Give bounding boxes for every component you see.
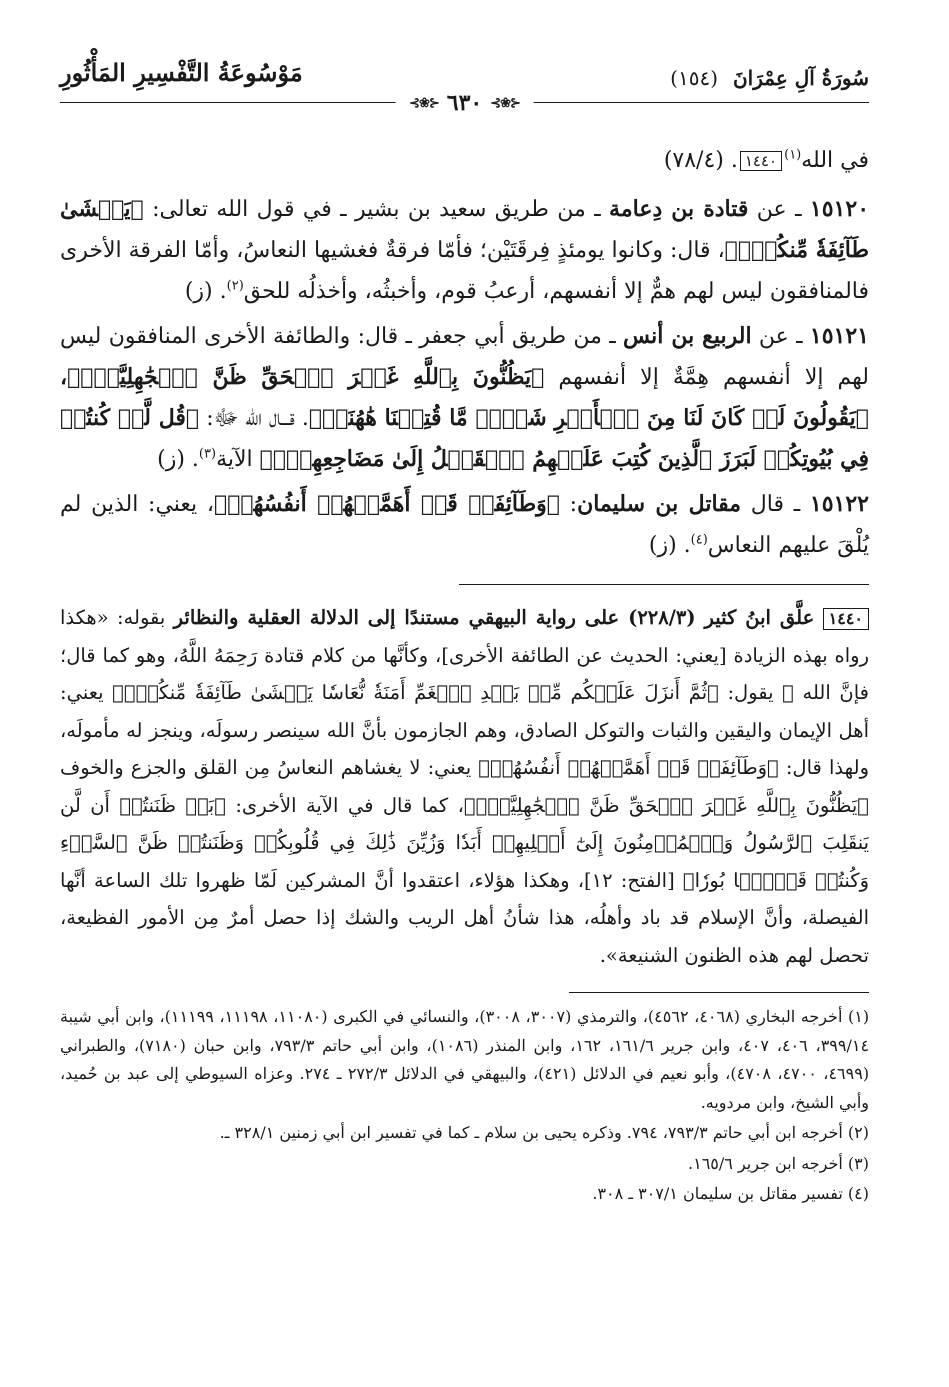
entry-15122 [60,484,869,566]
book-page [60,52,869,1347]
ornament-icon: ⊰❀⊱ [409,95,439,111]
section-divider [459,584,869,585]
surah-heading [670,66,869,90]
quran-quote: ﴿وَطَآئِفَةٞ قَدۡ أَهَمَّتۡهُمۡ أَنفُسُهُمۡ﴾ [214,491,560,517]
commentary-note [60,599,869,974]
narrator-name: قتادة بن دِعامة [609,196,749,222]
entry-number: ١٥١٢١ [809,323,869,349]
page-number-block [395,90,534,116]
entry-text: ـ من طريق أبي جعفر ـ قال: والطائفة الأخرى المنافقون ليس لهم إلا أنفسهم هِمَّةٌ إلا أنفسهم [60,324,869,390]
source-tag: . (ز) [184,279,227,304]
footnote-marker: (٢) [226,278,244,294]
footnote-marker: (٤) [690,532,708,548]
footnote-marker: (١) [784,147,802,163]
book-title: مَوْسُوعَةُ التَّفْسِيرِ المَأْثُورِ [60,58,303,87]
note-title: علَّق ابنُ كثير (٢٢٨/٣) على رواية البيهقي مستندًا إلى الدلالة العقلية والنظائر [173,606,815,629]
intro-tail: . (٧٨/٤) [663,148,738,173]
verse-number: (١٥٤) [670,66,719,90]
entry-text: . قـــال الله ﷻ: [199,406,309,431]
footnote-divider [569,992,869,993]
entry-lead: ـ عن [751,324,803,349]
entry-text: ـ من طريق سعيد بن بشير ـ في قول الله تعالى: [143,197,610,222]
source-tag: . (ز) [157,447,199,472]
main-text [60,140,869,566]
entry-lead: ـ قال [741,492,801,517]
quran-quote: ﴿يَغۡشَىٰ طَآئِفَةٗ مِّنكُمۡۖ﴾ [60,196,869,263]
footnote-3: (٣) أخرجه ابن جرير ١٦٥/٦. [688,1153,869,1173]
entry-lead: ـ عن [748,197,802,222]
intro-text: في الله [801,148,869,173]
narrator-name: مقاتل بن سليمان [577,491,742,517]
running-header [60,52,869,116]
footnote-2: (٢) أخرجه ابن أبي حاتم ٧٩٣/٣، ٧٩٤. وذكره يحيى بن سلام ـ كما في تفسير ابن أبي زمنين ٣٢٨/١ ـ. [219,1123,869,1142]
entry-15120 [60,189,869,312]
note-body: بقوله: «هكذا رواه بهذه الزيادة [يعني: الحديث عن الطائفة الأخرى]، وكأنَّها من كلام قتادة رَحِمَهُ اللَّهُ، وهو كما قال؛ فإنَّ الله ﷻ يقول: ﴿ثُمَّ أَنزَلَ عَلَيۡكُم مِّنۢ بَعۡدِ ٱلۡغَمِّ أَمَنَةٗ نُّعَاسٗا يَغۡشَىٰ طَآئِفَةٗ مِّنكُمۡۖ﴾ يعني: أهل الإيمان واليقين والثبات والتوكل الصادق، وهم الجازمون بأنَّ الله سينصر رسولَه، وينجز له مأمولَه، ولهذا قال: ﴿وَطَآئِفَةٞ قَدۡ أَهَمَّتۡهُمۡ أَنفُسُهُمۡ﴾ يعني: لا يغشاهم النعاسُ مِن القلق والجزع والخوف ﴿يَظُنُّونَ بِٱللَّهِ غَيۡرَ ٱلۡحَقِّ ظَنَّ ٱلۡجَٰهِلِيَّةِۖ﴾، كما قال في الآية الأخرى: ﴿بَلۡ ظَنَنتُمۡ أَن لَّن يَنقَلِبَ ٱلرَّسُولُ وَٱلۡمُؤۡمِنُونَ إِلَىٰٓ أَهۡلِيهِمۡ أَبَدٗا وَزُيِّنَ ذَٰلِكَ فِي قُلُوبِكُمۡ وَظَنَنتُمۡ ظَنَّ ٱلسَّوۡءِ وَكُنتُمۡ قَوۡمَۢا بُورٗا﴾ [الفتح: ١٢]، وهكذا هؤلاء، اعتقدوا أنَّ المشركين لَمّا ظهروا تلك الساعة أنَّها الفيصلة، وأنَّ الإسلام قد باد وأهلُه، هذا شأنُ أهل الريب والشك إذا حصل أمرٌ مِن الأمور الفظيعة، تحصل لهم هذه الظنون الشنيعة». [60,606,869,967]
note-number-box: ١٤٤٠ [823,608,869,630]
quran-quote: ﴿قُل لَّوۡ كُنتُمۡ فِي بُيُوتِكُمۡ لَبَرَزَ ٱلَّذِينَ كُتِبَ عَلَيۡهِمُ ٱلۡقَتۡلُ إِلَىٰ مَضَاجِعِهِمۡۖ﴾ [60,405,869,472]
footnote-4: (٤) تفسير مقاتل بن سليمان ٣٠٧/١ ـ ٣٠٨. [592,1184,869,1203]
narrator-name: الربيع بن أنس [623,323,752,349]
quran-quote: ﴿يَظُنُّونَ بِٱللَّهِ غَيۡرَ ٱلۡحَقِّ ظَنَّ ٱلۡجَٰهِلِيَّةِۖ﴾، ﴿يَقُولُونَ لَوۡ كَانَ لَنَا مِنَ ٱلۡأَمۡرِ شَيۡءٞ مَّا قُتِلۡنَا هَٰهُنَاۗ﴾ [60,364,870,431]
ornament-icon: ⊰❀⊱ [490,95,520,111]
footnotes [60,1003,869,1209]
entry-text: ، قال: وكانوا يومئذٍ فِرقَتَيْن؛ فأمّا فرقةٌ فغشيها النعاسُ، وأمّا الفرقة الأخرى فالمنافقون ليس لهم همٌّ إلا أنفسهم، أرعبُ قوم، وأخبثُه، وأخذلُه للحق [60,238,869,304]
entry-text: : [559,492,578,517]
source-tag: . (ز) [648,533,691,558]
note-ref-box: ١٤٤٠ [740,151,782,171]
footnote-marker: (٣) [198,446,217,462]
intro-line [60,140,869,181]
page-number: ٦٣٠ [446,90,483,116]
entry-number: ١٥١٢٢ [809,491,869,517]
entry-text: الآية [216,447,260,472]
footnote-1: (١) أخرجه البخاري (٤٠٦٨، ٤٥٦٢)، والترمذي (٣٠٠٧، ٣٠٠٨)، والنسائي في الكبرى (١١٠٨٠، ١١١٩٨، ١١١٩٩)، وابن أبي شيبة ٣٩٩/١٤، ٤٠٦، ٤٠٧، وابن جرير ١٦١/٦، ١٦٢، وابن المنذر (١٠٨٦)، وابن أبي حاتم ٧٩٣/٣، وابن حبان (٧١٨٠)، والطبراني (٤٦٩٩، ٤٧٠٠، ٤٧٠٨)، وأبو نعيم في الدلائل (٤٢١)، والبيهقي في الدلائل ٢٧٢/٣ ـ ٢٧٤. وعزاه السيوطي إلى عبد بن حُميد، وأبي الشيخ، وابن مردويه. [60,1007,870,1112]
entry-text: ، يعني: الذين لم يُلْقَ عليهم النعاس [60,492,869,558]
entry-15121 [60,316,869,480]
surah-title: سُورَةُ آلِ عِمْرَانَ [732,66,869,90]
entry-number: ١٥١٢٠ [809,196,870,222]
